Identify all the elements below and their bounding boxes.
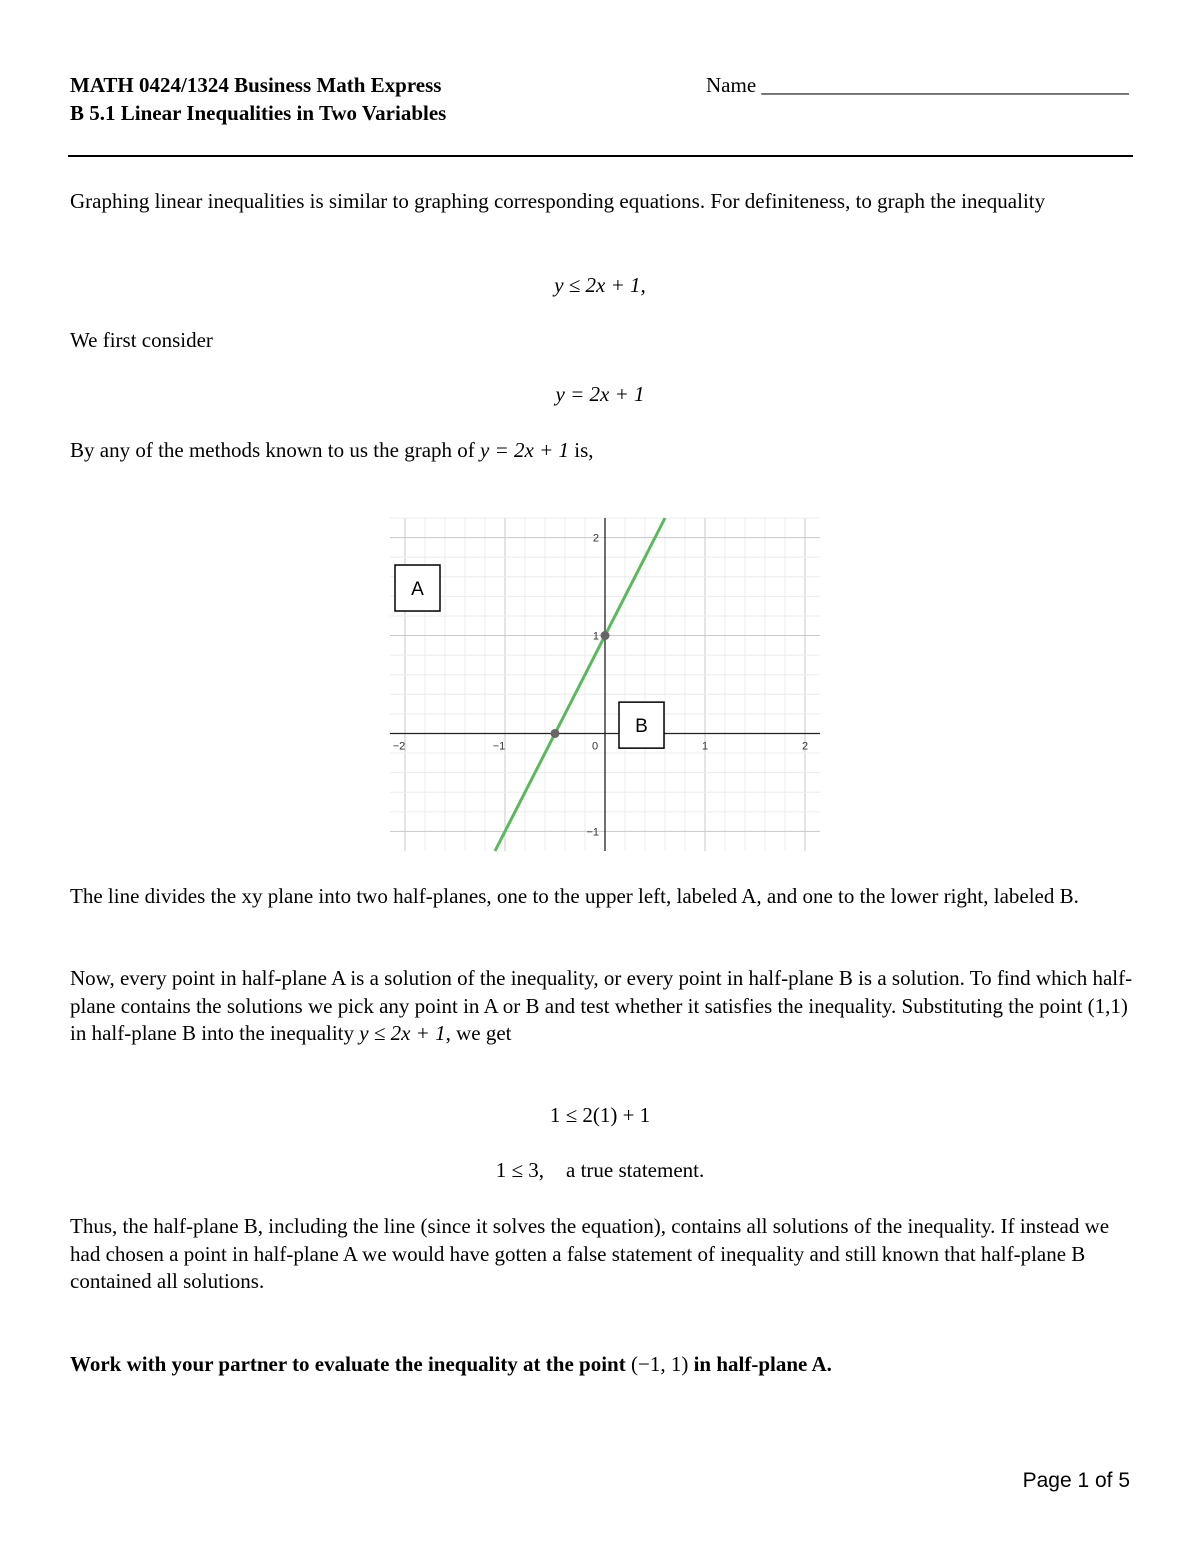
course-title: MATH 0424/1324 Business Math Express	[70, 73, 442, 97]
x-tick-label: −2	[392, 740, 406, 753]
intro-paragraph: Graphing linear inequalities is similar to graphing corresponding equations. For definiteness, to graph the inequality	[70, 189, 1046, 213]
data-point	[551, 729, 560, 738]
calc-line-2-text: a true statement.	[566, 1158, 705, 1182]
halfplanes-paragraph: The line divides the xy plane into two half-planes, one to the upper left, labeled A, and one to the lower right, labeled B.	[70, 884, 1079, 908]
test-paragraph	[70, 965, 1140, 1048]
series	[492, 518, 665, 851]
y-tick-label: −1	[586, 826, 599, 839]
label-text: B	[635, 716, 648, 738]
name-field[interactable]: Name ___________________________________	[706, 73, 1129, 97]
x-tick-label: 1	[701, 740, 709, 753]
exercise-text: Work with your partner to evaluate the inequality at the point	[70, 1352, 631, 1376]
y-tick-label: 2	[592, 532, 599, 545]
region-label-a	[395, 565, 440, 611]
equation-display: y = 2x + 1	[555, 382, 645, 406]
label-text: A	[411, 579, 424, 601]
line-graph	[380, 510, 820, 860]
x-tick-label: 0	[591, 740, 599, 753]
test-prefix: Now, every point in half-plane A is a solution of the inequality, or every point in half-plane B is a solution. To find which half-plane contains the solutions we pick any point in A or B and test whether it satisfies the inequality. Substituting the point (1,1) in half-plane B into the inequality	[70, 966, 1133, 1045]
test-math: y ≤ 2x + 1	[359, 1021, 446, 1045]
conclusion-paragraph: Thus, the half-plane B, including the line (since it solves the equation), contains all solutions of the inequality. If instead we had chosen a point in half-plane A we would have gotten a false statement of inequality and still known that half-plane B contained all solutions.	[70, 1214, 1110, 1293]
axes	[390, 518, 820, 851]
exercise-suffix: in half-plane A.	[688, 1352, 832, 1376]
exercise-point: (−1, 1)	[630, 1352, 689, 1376]
section-title: B 5.1 Linear Inequalities in Two Variables	[70, 101, 447, 125]
exercise-prompt	[70, 1351, 1140, 1379]
calc-line-1: 1 ≤ 2(1) + 1	[549, 1103, 651, 1127]
calc-line-2	[0, 1158, 1200, 1183]
y-tick-label: 1	[592, 630, 599, 643]
test-suffix: , we get	[445, 1021, 512, 1045]
graph-intro-suffix: is,	[569, 438, 594, 462]
region-label-b	[619, 702, 664, 748]
graph-intro-prefix: By any of the methods known to us the graph of	[70, 438, 481, 462]
x-tick-label: 2	[801, 740, 809, 753]
page-number: Page 1 of 5	[1022, 1469, 1130, 1492]
inequality-display: y ≤ 2x + 1,	[554, 273, 646, 297]
consider-text: We first consider	[70, 328, 213, 352]
header-divider	[68, 155, 1133, 157]
data-point	[601, 631, 610, 640]
series-line	[492, 518, 665, 851]
graph-intro-math: y = 2x + 1	[480, 438, 570, 462]
region-labels	[395, 565, 664, 748]
graph-intro	[70, 437, 1140, 465]
x-tick-label: −1	[492, 740, 506, 753]
calc-line-2-math: 1 ≤ 3,	[495, 1158, 545, 1182]
